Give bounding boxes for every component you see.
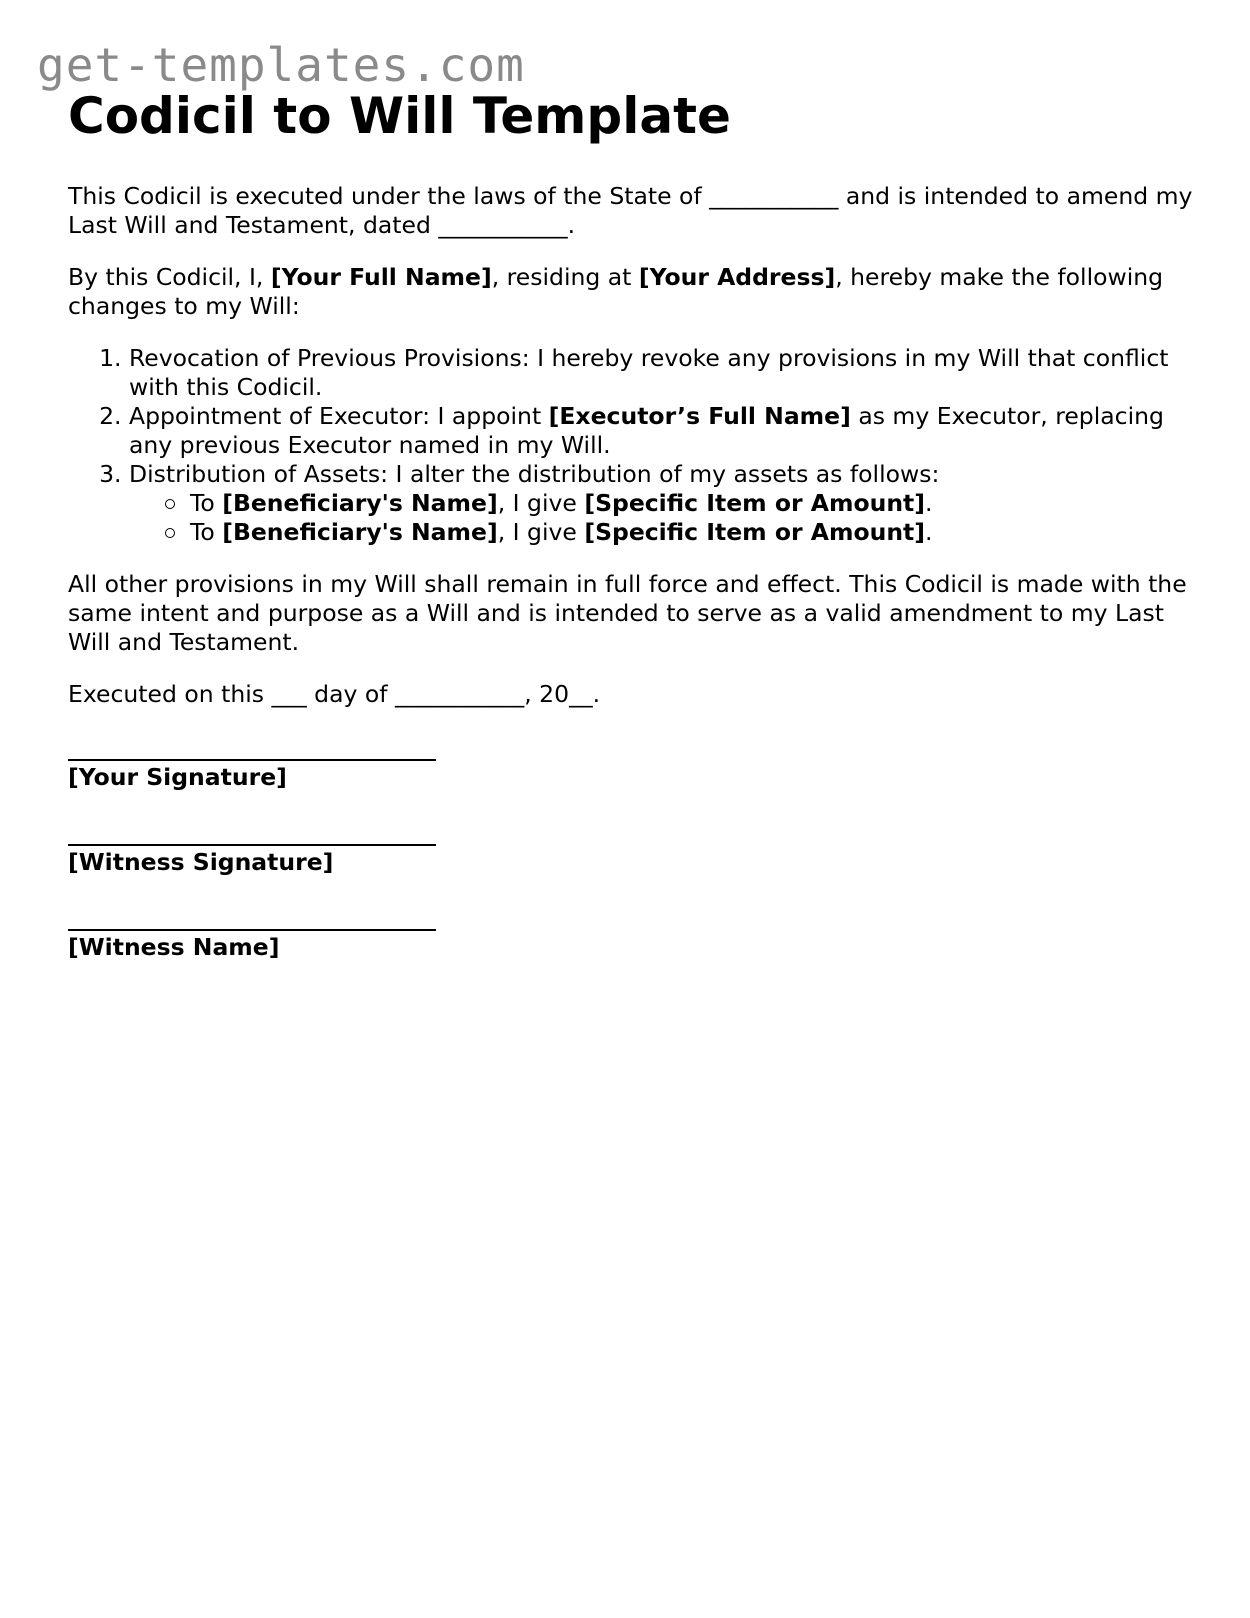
bequest-item <box>190 518 1198 547</box>
document-page <box>68 84 1198 987</box>
watermark: get-templates.com <box>37 38 525 92</box>
intro-paragraph: This Codicil is executed under the laws of the State of ___________ and is intended to amend my Last Will and Testament, dated ___________. <box>68 182 1193 239</box>
signature-label: [Witness Signature] <box>68 848 334 876</box>
signature-line <box>68 817 436 846</box>
provision-revocation-text: Revocation of Previous Provisions: I hereby revoke any provisions in my Will that conflict with this Codicil. <box>129 344 1169 401</box>
specific-item-field: [Specific Item or Amount] <box>584 518 926 546</box>
bequest-end: . <box>925 489 933 517</box>
closing-paragraph: All other provisions in my Will shall remain in full force and effect. This Codicil is made with the same intent and purpose as a Will and is intended to serve as a valid amendment to my Last Will and Testament. <box>68 570 1187 656</box>
full-name-field: [Your Full Name] <box>270 263 492 291</box>
declaration-middle: , residing at <box>491 263 639 291</box>
execution-date-line: Executed on this ___ day of ___________, 20__. <box>68 680 601 708</box>
signature-label: [Witness Name] <box>68 933 280 961</box>
specific-item-field: [Specific Item or Amount] <box>584 489 926 517</box>
bequest-give: , I give <box>497 518 585 546</box>
provision-revocation <box>129 344 1198 402</box>
declaration-suffix: , hereby make the following changes to my Will: <box>68 263 1164 320</box>
provision-executor-suffix: as my Executor, replacing any previous Executor named in my Will. <box>129 402 1164 459</box>
signature-line <box>68 902 436 931</box>
signature-line <box>68 732 436 761</box>
beneficiary-name-field: [Beneficiary's Name] <box>222 518 498 546</box>
signature-block-witness-name <box>68 902 1198 962</box>
executor-name-field: [Executor’s Full Name] <box>548 402 851 430</box>
bequest-item <box>190 489 1198 518</box>
signature-block-testator <box>68 732 1198 792</box>
signature-block-witness <box>68 817 1198 877</box>
bequest-to: To <box>190 489 223 517</box>
provision-distribution-text: Distribution of Assets: I alter the distribution of my assets as follows: <box>129 460 940 488</box>
signature-label: [Your Signature] <box>68 763 287 791</box>
bequest-to: To <box>190 518 223 546</box>
declaration-paragraph <box>68 263 1198 321</box>
provisions-list <box>68 344 1198 547</box>
provision-executor <box>129 402 1198 460</box>
declaration-prefix: By this Codicil, I, <box>68 263 271 291</box>
document-title: Codicil to Will Template <box>68 87 731 145</box>
provision-distribution <box>129 460 1198 547</box>
provision-executor-prefix: Appointment of Executor: I appoint <box>129 402 549 430</box>
beneficiary-name-field: [Beneficiary's Name] <box>222 489 498 517</box>
bequest-end: . <box>925 518 933 546</box>
bequests-list <box>129 489 1198 547</box>
address-field: [Your Address] <box>638 263 836 291</box>
bequest-give: , I give <box>497 489 585 517</box>
